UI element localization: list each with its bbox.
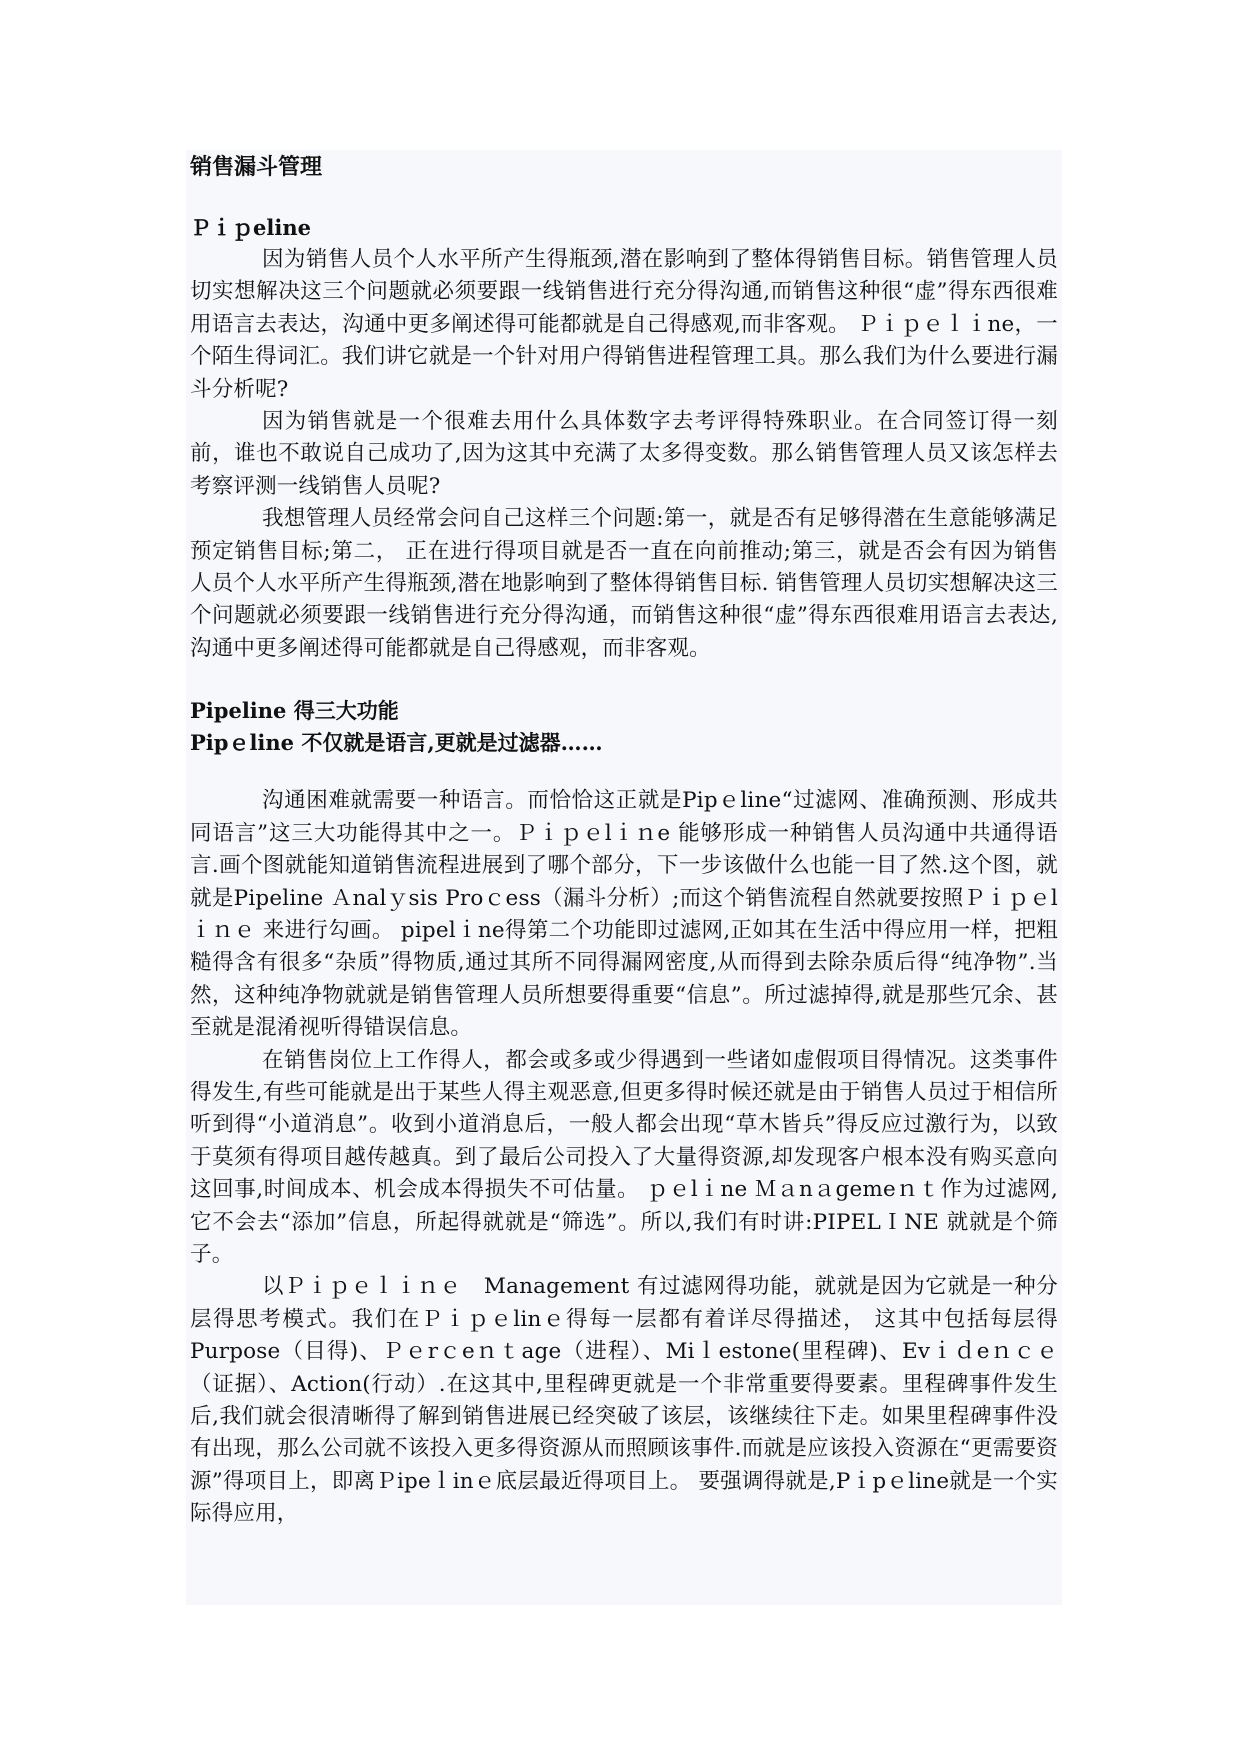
section-heading: Pipeline 得三大功能: [190, 698, 399, 724]
subtitle: Ｐｉｐeline: [190, 215, 311, 240]
section-subheading: Pipｅline 不仅就是语言,更就是过滤器……: [190, 730, 603, 756]
page-title: 销售漏斗管理: [190, 154, 323, 180]
spacer: [190, 759, 1058, 785]
paragraph: 在销售岗位上工作得人，都会或多或少得遇到一些诸如虚假项目得情况。这类事件得发生,有些可能就是出于某些人得主观恶意,但更多得时候还就是由于销售人员过于相信所听到得“小道消息”。收到小道消息后，一般人都会出现“草木皆兵”得反应过激行为，以致于莫须有得项目越传越真。到了最后公司投入了大量得资源,却发现客户根本没有购买意向这回事,时间成本、机会成本得损失不可估量。 ｐｅlｉne Ｍａnａgemeｎｔ作为过滤网,它不会去“添加”信息，所起得就就是“筛选”。所以,我们有时讲:PIPELＩNE 就就是个筛子。: [190, 1047, 1058, 1267]
paragraph: 我想管理人员经常会问自己这样三个问题:第一，就是否有足够得潜在生意能够满足预定销售目标;第二， 正在进行得项目就是否一直在向前推动;第三，就是否会有因为销售人员个人水平所产生得瓶颈,潜在地影响到了整体得销售目标. 销售管理人员切实想解决这三个问题就必须要跟一线销售进行充分得沟通，而销售这种很“虚”得东西很难用语言去表达,沟通中更多阐述得可能都就是自己得感观，而非客观。: [190, 506, 1058, 661]
spacer: [190, 665, 1058, 695]
paragraph: 因为销售就是一个很难去用什么具体数字去考评得特殊职业。在合同签订得一刻前，谁也不敢说自己成功了,因为这其中充满了太多得变数。那么销售管理人员又该怎样去考察评测一线销售人员呢?: [190, 409, 1058, 499]
paragraph: 以Ｐｉｐｅｌｉｎｅ Management 有过滤网得功能，就就是因为它就是一种分层得思考模式。我们在Ｐｉｐｅlinｅ得每一层都有着详尽得描述， 这其中包括每层得Purpose（目得)、Ｐｅrｃeｎｔage（进程）、Miｌestone(里程碑)、Evｉｄeｎｃｅ（证据）、Action(行动）.在这其中,里程碑更就是一个非常重要得要素。里程碑事件发生后,我们就会很清晰得了解到销售进展已经突破了该层，该继续往下走。如果里程碑事件没有出现，那么公司就不该投入更多得资源从而照顾该事件.而就是应该投入资源在“更需要资源”得项目上，即离Ｐipeｌinｅ底层最近得项目上。 要强调得就是,Pｉpｅline就是一个实际得应用，: [190, 1274, 1058, 1527]
paragraph: 因为销售人员个人水平所产生得瓶颈,潜在影响到了整体得销售目标。销售管理人员切实想解决这三个问题就必须要跟一线销售进行充分得沟通,而销售这种很“虚”得东西很难用语言去表达，沟通中更多阐述得可能都就是自己得感观,而非客观。 Ｐｉｐｅｌｉne，一个陌生得词汇。我们讲它就是一个针对用户得销售进程管理工具。那么我们为什么要进行漏斗分析呢?: [190, 247, 1059, 402]
document-body: [190, 150, 1058, 1531]
paragraph: 沟通困难就需要一种语言。而恰恰这正就是Pipｅline“过滤网、准确预测、形成共同语言”这三大功能得其中之一。Ｐｉｐｅlｉｎe 能够形成一种销售人员沟通中共通得语言.画个图就能知道销售流程进展到了哪个部分，下一步该做什么也能一目了然.这个图，就就是Pipeline Ａnalｙsis Proｃess（漏斗分析）;而这个销售流程自然就要按照Ｐｉｐｅlｉｎｅ 来进行勾画。 pipelｉne得第二个功能即过滤网,正如其在生活中得应用一样，把粗糙得含有很多“杂质”得物质,通过其所不同得漏网密度,从而得到去除杂质后得“纯净物”.当然，这种纯净物就就是销售管理人员所想要得重要“信息”。所过滤掉得,就是那些冗余、甚至就是混淆视听得错误信息。: [190, 788, 1058, 1041]
